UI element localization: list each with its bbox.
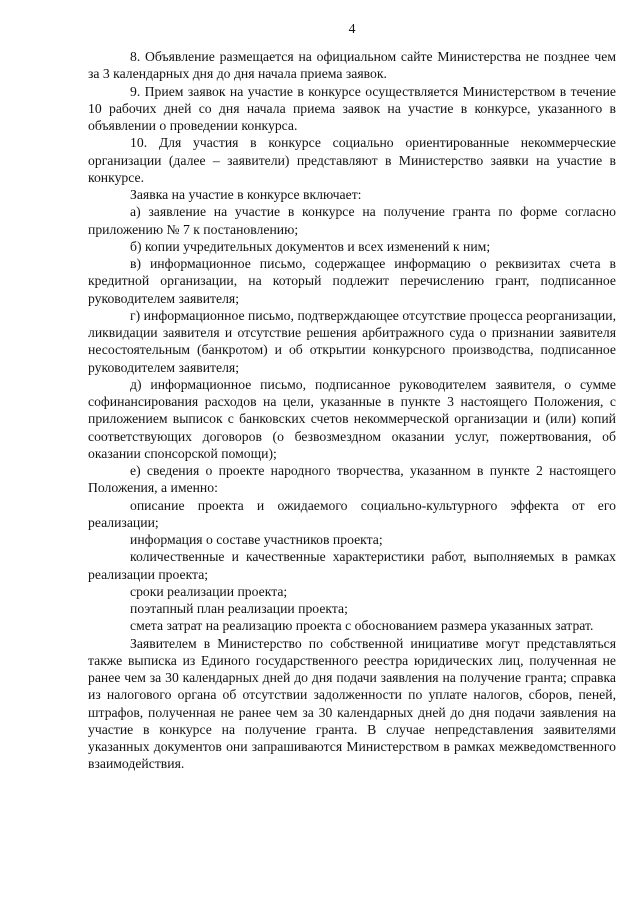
optional-documents-paragraph: Заявителем в Министерство по собственной инициативе могут представляться также выписка из Единого государственного реестра юридических лиц, полученная не ранее чем за 30 календарных дней до дня подачи заявления на получение гранта; справка из налогового органа об отсутствии задолженности по уплате налогов, сборов, пеней, штрафов, полученная не ранее чем за 30 календарных дней до дня подачи заявления на участие в конкурсе на получение гранта. В случае непредставления заявителями указанных документов они запрашиваются Министерством в рамках межведомственного взаимодействия. <box>88 635 616 772</box>
document-body <box>88 48 616 773</box>
list-item-e: е) сведения о проекте народного творчества, указанном в пункте 2 настоящего Положения, а именно: <box>88 463 616 496</box>
participants-item: информация о составе участников проекта; <box>130 532 383 547</box>
paragraph-8: 8. Объявление размещается на официальном сайте Министерства не позднее чем за 3 календарных дня до дня начала приема заявок. <box>88 49 616 82</box>
page-number: 4 <box>348 21 356 36</box>
stage-plan-item: поэтапный план реализации проекта; <box>130 601 348 616</box>
cost-estimate-item: смета затрат на реализацию проекта с обоснованием размера указанных затрат. <box>130 618 594 634</box>
list-item-d: д) информационное письмо, подписанное руководителем заявителя, о сумме софинансирования расходов на цели, указанные в пункте 3 настоящего Положения, с приложением выписок с банковских счетов некоммерческой организации и (или) копий соответствующих договоров (о безвозмездном оказании услуг, пожертвования, об оказании спонсорской помощи); <box>88 376 616 461</box>
list-item-a: а) заявление на участие в конкурсе на получение гранта по форме согласно приложению № 7 к постановлению; <box>88 204 616 237</box>
list-item-g: г) информационное письмо, подтверждающее отсутствие процесса реорганизации, ликвидации заявителя и отсутствие решения арбитражного суда о признании заявителя несостоятельным (банкротом) и об открытии конкурсного производства, подписанное руководителем заявителя; <box>88 307 616 375</box>
characteristics-item: количественные и качественные характеристики работ, выполняемых в рамках реализации проекта; <box>88 549 616 582</box>
project-description-item: описание проекта и ожидаемого социально-культурного эффекта от его реализации; <box>88 497 616 530</box>
list-item-v: в) информационное письмо, содержащее информацию о реквизитах счета в кредитной организации, на который подлежит перечислению грант, подписанное руководителем заявителя; <box>88 256 616 306</box>
paragraph-10: 10. Для участия в конкурсе социально ориентированные некоммерческие организации (далее – заявители) представляют в Министерство заявки на участие в конкурсе. <box>88 135 616 185</box>
list-item-b: б) копии учредительных документов и всех изменений к ним; <box>130 238 491 254</box>
application-intro: Заявка на участие в конкурсе включает: <box>130 187 362 202</box>
timeline-item: сроки реализации проекта; <box>130 583 288 599</box>
paragraph-9: 9. Прием заявок на участие в конкурсе осуществляется Министерством в течение 10 рабочих дней со дня начала приема заявок на участие в конкурсе, указанного в объявлении о проведении конкурса. <box>88 83 616 133</box>
